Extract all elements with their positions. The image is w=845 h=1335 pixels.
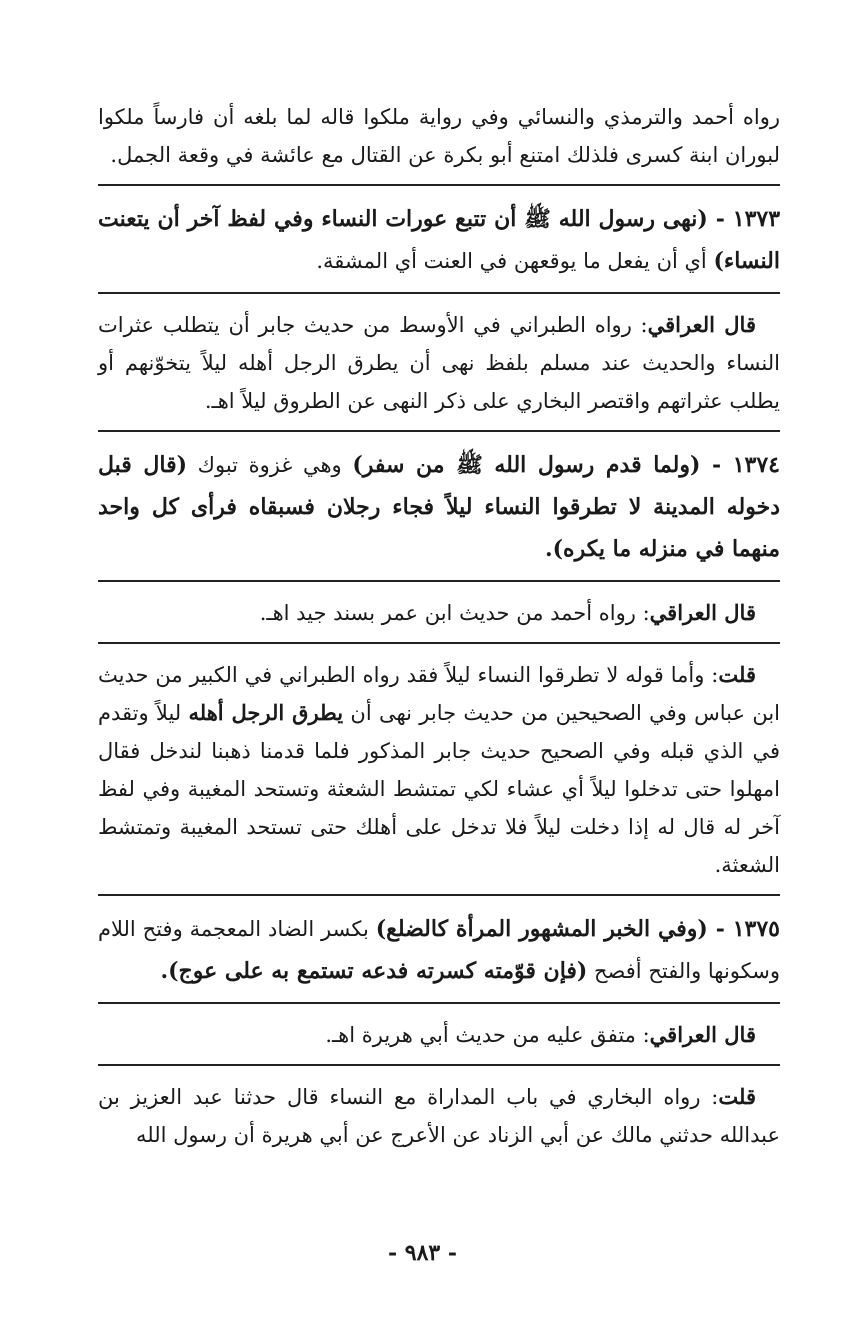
hadith-text: (فإن قوّمته كسرته فدعه تستمع به على عوج). (160, 958, 588, 984)
note-text: : رواه أحمد من حديث ابن عمر بسند جيد اهـ. (259, 601, 650, 625)
hadith-1374 (98, 444, 780, 570)
hadith-number: ١٣٧٣ - (707, 206, 781, 232)
separator-line (98, 1002, 780, 1004)
hadith-text: (قال قبل دخوله المدينة لا تطرقوا النساء ليلاً فجاء رجلان فسبقاه فرأى كل واحد منهما في منزله ما يكره). (98, 452, 780, 562)
hadith-commentary: أي أن يفعل ما يوقعهن في العنت أي المشقة. (316, 249, 714, 273)
iraqi-note-3 (98, 1016, 780, 1054)
iraqi-note-2 (98, 594, 780, 632)
note-text: : رواه البخاري في باب المداراة مع النساء قال حدثنا عبد العزيز بن عبدالله حدثني مالك عن أبي الزناد عن الأعرج عن أبي هريرة أن رسول الله (98, 1085, 780, 1147)
note-text: : متفق عليه من حديث أبي هريرة اهـ. (325, 1023, 650, 1047)
page-body (98, 98, 780, 1164)
note-label: قال العراقي (649, 1022, 756, 1047)
note-label: قال العراقي (649, 600, 756, 625)
separator-line (98, 430, 780, 432)
hadith-number: ١٣٧٤ - (700, 452, 780, 478)
page-number: - ٩٨٣ - (387, 1240, 458, 1266)
note-text: ليلاً وتقدم في الذي قبله وفي الصحيح حديث جابر المذكور فلما قدمنا ذهبنا لندخل فقال امهلوا حتى تدخلوا ليلاً أي عشاء لكي تمتشط الشعثة وتستحد المغيبة وفي لفظ آخر له قال له إذا دخلت ليلاً فلا تدخل على أهلك حتى تستحد المغيبة وتمتشط الشعثة. (98, 701, 780, 877)
note-label: قلت (718, 662, 756, 687)
note-text: : وأما قوله لا تطرقوا النساء ليلاً فقد رواه الطبراني في الكبير من حديث ابن عباس وفي الصحيحين من حديث جابر نهى أن (98, 663, 781, 725)
hadith-commentary: بكسر الضاد المعجمة وفتح اللام وسكونها والفتح أفصح (98, 917, 780, 983)
note-emphasis: يطرق الرجل أهله (188, 700, 344, 725)
separator-line (98, 184, 780, 186)
hadith-1375 (98, 908, 780, 992)
separator-line (98, 580, 780, 582)
iraqi-note-1 (98, 306, 780, 420)
note-text: : رواه الطبراني في الأوسط من حديث جابر أن يتطلب عثرات النساء والحديث عند مسلم بلفظ نهى أن يطرق الرجل أهله ليلاً يتخوّنهم أو يطلب عثراتهم واقتصر البخاري على ذكر النهى عن الطروق ليلاً اهـ. (98, 313, 780, 413)
author-note-2 (98, 1078, 780, 1154)
hadith-text: (ولما قدم رسول الله ﷺ من سفر) (352, 452, 701, 478)
separator-line (98, 642, 780, 644)
hadith-text: (وفي الخبر المشهور المرأة كالضلع) (375, 916, 708, 942)
hadith-1373 (98, 198, 780, 282)
note-label: قلت (718, 1084, 756, 1109)
note-label: قال العراقي (647, 312, 756, 337)
separator-line (98, 894, 780, 896)
separator-line (98, 1064, 780, 1066)
paragraph-intro: رواه أحمد والترمذي والنسائي وفي رواية ملكوا قاله لما بلغه أن فارساً ملكوا لبوران ابنة كسرى فلذلك امتنع أبو بكرة عن القتال مع عائشة في وقعة الجمل. (98, 105, 780, 167)
hadith-text: (نهى رسول الله ﷺ أن تتبع عورات النساء وفي لفظ آخر أن يتعنت النساء) (98, 206, 780, 274)
separator-line (98, 292, 780, 294)
hadith-commentary: وهي غزوة تبوك (187, 453, 353, 477)
author-note-1 (98, 656, 780, 884)
hadith-number: ١٣٧٥ - (707, 916, 780, 942)
